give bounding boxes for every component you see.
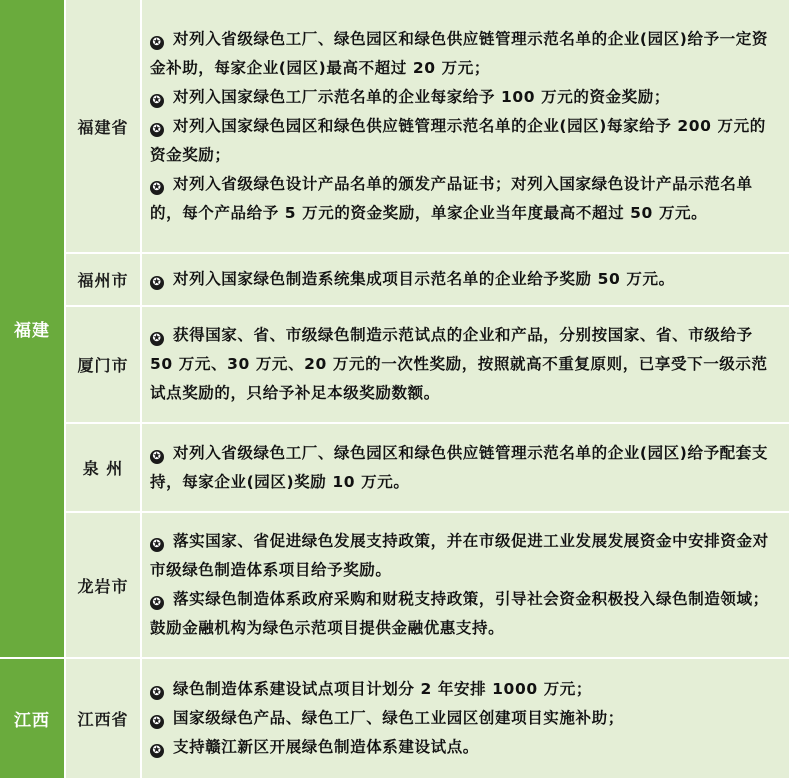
star-bullet-icon: ✪ (150, 686, 164, 700)
list-item (150, 83, 775, 112)
city-cell-jiangxi-province: 江西省 (66, 659, 140, 778)
list-item (150, 321, 775, 408)
list-item (150, 439, 775, 497)
item-text: 对列入省级绿色工厂、绿色园区和绿色供应链管理示范名单的企业(园区)给予一定资金补助，每家企业(园区)最高不超过 20 万元； (150, 29, 768, 77)
city-cell-longyan: 龙岩市 (66, 513, 140, 657)
list-item (150, 704, 775, 733)
province-cell-fujian: 福建 (0, 0, 64, 657)
city-cell-fujian-province: 福建省 (66, 0, 140, 252)
item-text: 落实国家、省促进绿色发展支持政策，并在市级促进工业发展发展资金中安排资金对市级绿色制造体系项目给予奖励。 (150, 532, 769, 579)
list-item (150, 585, 775, 643)
item-text: 对列入省级绿色设计产品名单的颁发产品证书；对列入国家绿色设计产品示范名单的，每个产品给予 5 万元的资金奖励，单家企业当年度最高不超过 50 万元。 (150, 174, 753, 222)
list-item (150, 265, 775, 294)
list-item (150, 675, 775, 704)
content-cell-quanzhou (142, 424, 789, 511)
star-bullet-icon: ✪ (150, 450, 164, 464)
item-text: 国家级绿色产品、绿色工厂、绿色工业园区创建项目实施补助； (173, 709, 624, 727)
item-text: 绿色制造体系建设试点项目计划分 2 年安排 1000 万元； (173, 680, 593, 698)
province-cell-jiangxi: 江西 (0, 659, 64, 778)
list-item (150, 112, 775, 170)
city-cell-quanzhou: 泉 州 (66, 424, 140, 511)
content-cell-jiangxi-province (142, 659, 789, 778)
content-cell-longyan (142, 513, 789, 657)
star-bullet-icon: ✪ (150, 596, 164, 610)
list-item (150, 25, 775, 83)
item-text: 落实绿色制造体系政府采购和财税支持政策，引导社会资金积极投入绿色制造领域；鼓励金融机构为绿色示范项目提供金融优惠支持。 (150, 590, 769, 637)
city-cell-fuzhou: 福州市 (66, 254, 140, 305)
item-text: 对列入国家绿色园区和绿色供应链管理示范名单的企业(园区)每家给予 200 万元的资金奖励； (150, 116, 766, 164)
content-cell-fujian-province (142, 0, 789, 252)
list-item (150, 170, 775, 228)
content-cell-xiamen (142, 307, 789, 422)
star-bullet-icon: ✪ (150, 332, 164, 346)
star-bullet-icon: ✪ (150, 94, 164, 108)
item-text: 支持赣江新区开展绿色制造体系建设试点。 (173, 738, 479, 756)
list-item (150, 733, 775, 762)
content-cell-fuzhou (142, 254, 789, 305)
star-bullet-icon: ✪ (150, 123, 164, 137)
item-text: 对列入国家绿色制造系统集成项目示范名单的企业给予奖励 50 万元。 (173, 270, 675, 288)
star-bullet-icon: ✪ (150, 538, 164, 552)
star-bullet-icon: ✪ (150, 744, 164, 758)
item-text: 获得国家、省、市级绿色制造示范试点的企业和产品，分别按国家、省、市级给予 50 万元、30 万元、20 万元的一次性奖励，按照就高不重复原则，已享受下一级示范试点奖励的，只给予补足本级奖励数额。 (150, 326, 768, 402)
star-bullet-icon: ✪ (150, 276, 164, 290)
item-text: 对列入国家绿色工厂示范名单的企业每家给予 100 万元的资金奖励； (173, 87, 670, 106)
star-bullet-icon: ✪ (150, 715, 164, 729)
city-cell-xiamen: 厦门市 (66, 307, 140, 422)
star-bullet-icon: ✪ (150, 36, 164, 50)
item-text: 对列入省级绿色工厂、绿色园区和绿色供应链管理示范名单的企业(园区)给予配套支持，每家企业(园区)奖励 10 万元。 (150, 443, 768, 491)
list-item (150, 527, 775, 585)
star-bullet-icon: ✪ (150, 181, 164, 195)
